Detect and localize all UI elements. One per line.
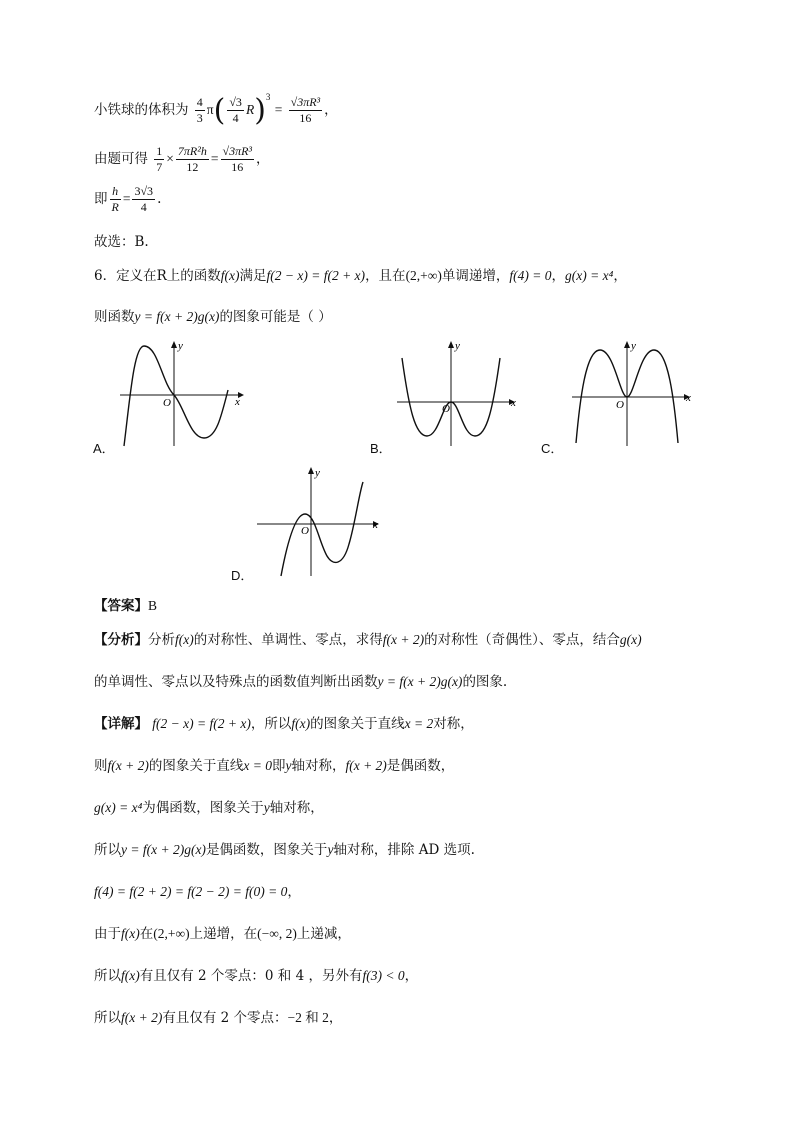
axis-label-x: x (235, 396, 240, 408)
curve-a (124, 346, 228, 446)
var: R (245, 102, 255, 117)
text: 对称， (433, 716, 474, 732)
text: ， (613, 268, 627, 284)
text: 由于 (94, 926, 121, 942)
y-arrow (308, 467, 314, 474)
graph-option-c[interactable] (570, 338, 710, 448)
pi: π (206, 102, 214, 117)
math: f(x + 2) (121, 1010, 163, 1025)
origin-label: O (442, 403, 450, 415)
math: y = f(x + 2)g(x) (121, 842, 206, 857)
text: 是偶函数， (386, 758, 455, 774)
graph-option-b[interactable] (395, 338, 535, 448)
text: 由题可得 (94, 151, 148, 167)
y-arrow (171, 341, 177, 348)
math: y = f(x + 2)g(x) (134, 309, 220, 324)
times: × (166, 151, 174, 166)
text: 所以 (94, 842, 121, 858)
axis-label-y: y (631, 340, 636, 352)
math: g(x) = x⁴ (94, 800, 143, 815)
question-6-line2 (94, 305, 332, 325)
math: f(x + 2) (382, 632, 425, 647)
text: 上递增，在 (189, 926, 258, 942)
detail-line8 (94, 1006, 342, 1026)
text: 的对称性、单调性、零点，求得 (193, 632, 383, 648)
choice-line: 故选：B. (94, 234, 149, 250)
paren: ( (213, 93, 226, 128)
text: 即 (271, 758, 286, 774)
origin-label: O (163, 397, 171, 409)
text: 小铁球的体积为 (94, 102, 189, 118)
math: f(4) = 0 (509, 268, 552, 283)
y-arrow (624, 341, 630, 348)
origin-label: O (301, 525, 309, 537)
math: f(x) (121, 968, 140, 983)
text: 的对称性（奇偶性）、零点，结合 (424, 632, 620, 648)
volume-line (94, 92, 338, 128)
math: f(x) (291, 716, 311, 731)
equals: = (274, 102, 283, 117)
text: 的图象可能是（ ） (219, 309, 332, 325)
text: 满足 (239, 268, 267, 284)
axis-label-y: y (455, 340, 460, 352)
graph-option-a[interactable] (118, 338, 258, 448)
detail-line1 (94, 712, 474, 732)
punct: ， (256, 151, 270, 167)
option-d-label[interactable]: D． (231, 568, 254, 583)
math: y (263, 800, 270, 815)
axis-label-x: x (373, 519, 378, 531)
fraction: $\frac{√3}{4}$ (229, 95, 242, 125)
fraction: $\frac{h}{R}$ (111, 184, 119, 214)
graph-option-d[interactable] (255, 464, 395, 579)
y-arrow (448, 341, 454, 348)
math: (2,+∞) (153, 926, 190, 941)
math: y (285, 758, 292, 773)
text: ， (287, 884, 301, 900)
text: 是偶函数，图象关于 (205, 842, 328, 858)
answer-value: B (148, 598, 158, 613)
curve-d (281, 482, 363, 576)
text: 有且仅有 2 个零点： (162, 1010, 288, 1026)
fraction: $\frac{\text{√3πR³}}{16}$ (222, 144, 253, 174)
text: ， (404, 968, 419, 984)
text: 在 (139, 926, 154, 942)
axis-label-x: x (686, 392, 691, 404)
text: ， (328, 1010, 343, 1026)
text: 分析 (148, 632, 175, 648)
math: f(2 − x) = f(2 + x) (152, 716, 251, 731)
origin-label: O (616, 399, 624, 411)
math: (−∞, 2) (257, 926, 297, 941)
fraction: $\frac{3√3}{4}$ (134, 184, 154, 214)
detail-line7 (94, 964, 418, 984)
math: f(2 − x) = f(2 + x) (266, 268, 366, 283)
math: f(x + 2) (345, 758, 387, 773)
math: f(3) < 0 (362, 968, 405, 983)
text: 单调递增， (441, 268, 510, 284)
fraction: $\frac{1}{7}$ (156, 144, 163, 174)
math: g(x) (619, 632, 642, 647)
text: 有且仅有 2 个零点：0 和 4 ，另外有 (139, 968, 363, 984)
math: f(4) = f(2 + 2) = f(2 − 2) = f(0) = 0 (94, 884, 288, 899)
ratio-line (94, 184, 161, 215)
text: 的图象关于直线 (310, 716, 405, 732)
text: 则 (94, 758, 108, 774)
math: y = f(x + 2)g(x) (377, 674, 463, 689)
option-b-label[interactable]: B． (370, 441, 392, 456)
text: 所以 (94, 968, 121, 984)
paren: ) (254, 93, 266, 128)
text: 则函数 (94, 309, 135, 325)
fraction: $\frac{4}{3}$ (196, 95, 203, 125)
fraction: $\frac{\text{7πR²h}}{12}$ (177, 144, 207, 174)
given-line (94, 144, 270, 175)
exponent: 3 (265, 92, 271, 102)
text: 的图象关于直线 (148, 758, 244, 774)
math: f(x) (121, 926, 140, 941)
detail-line5 (94, 880, 301, 900)
math: y (327, 842, 334, 857)
equals: = (122, 191, 131, 206)
detail-line3 (94, 796, 324, 816)
text: 为偶函数，图象关于 (142, 800, 264, 816)
fraction: $\frac{\text{√3πR³}}{16}$ (290, 95, 321, 125)
text: 上递减， (296, 926, 351, 942)
math: f(x) (220, 268, 240, 283)
detail-line2 (94, 754, 454, 774)
question-6-line1 (94, 264, 627, 284)
text: ， (551, 268, 566, 284)
text: 轴对称， (269, 800, 324, 816)
detail-line4 (94, 838, 475, 858)
math: −2 和 2 (287, 1010, 329, 1025)
axis-label-y: y (178, 340, 183, 352)
option-c-label[interactable]: C． (541, 441, 564, 456)
text: 即 (94, 191, 108, 207)
text: ，且在 (365, 268, 406, 284)
equals: = (210, 151, 219, 166)
math: (2,+∞) (405, 268, 442, 283)
answer-tag: 【答案】 (94, 598, 148, 614)
text: 的图象. (462, 674, 508, 690)
analysis-line1 (94, 628, 642, 648)
axis-label-y: y (315, 467, 320, 479)
text: 6．定义在R上的函数 (94, 268, 221, 284)
option-a-label[interactable]: A． (93, 441, 115, 456)
answer-line (94, 594, 157, 614)
math: g(x) = x⁴ (565, 268, 614, 283)
math: x = 0 (243, 758, 272, 773)
text: 轴对称，排除 AD 选项. (333, 842, 475, 858)
punct: ， (324, 102, 338, 118)
text: 的单调性、零点以及特殊点的函数值判断出函数 (94, 674, 378, 690)
analysis-tag: 【分析】 (94, 632, 148, 648)
analysis-line2 (94, 670, 507, 690)
punct: . (157, 191, 162, 207)
math: f(x + 2) (107, 758, 149, 773)
math: f(x) (175, 632, 194, 647)
axis-label-x: x (511, 397, 516, 409)
detail-tag: 【详解】 (94, 716, 148, 732)
math: x = 2 (404, 716, 434, 731)
text: 轴对称， (291, 758, 346, 774)
text: 所以 (94, 1010, 121, 1026)
text: ，所以 (250, 716, 292, 732)
detail-line6 (94, 922, 351, 942)
